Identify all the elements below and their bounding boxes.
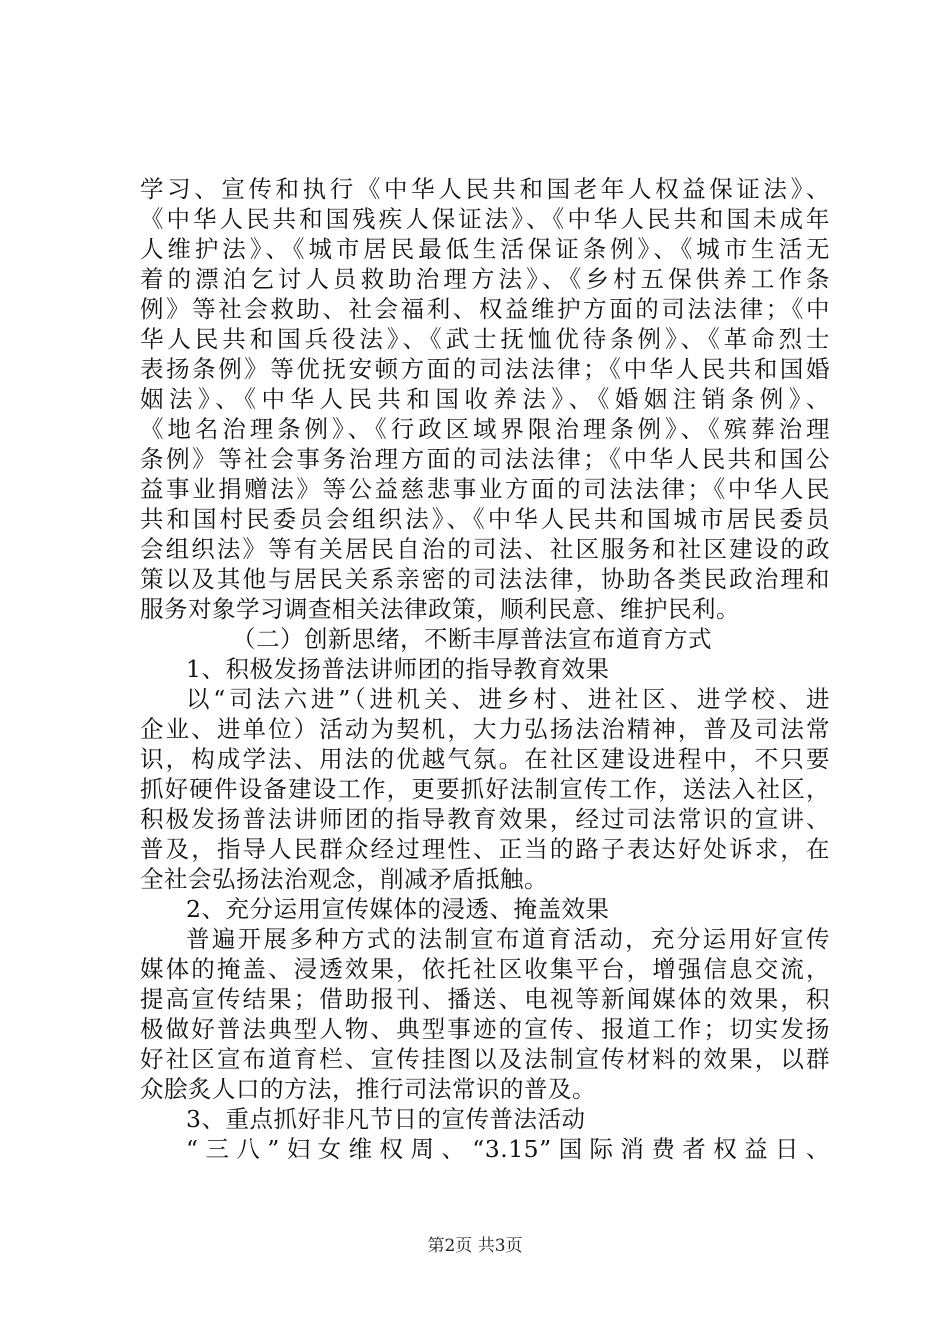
text-line: 服务对象学习调查相关法律政策，顺利民意、维护民利。 bbox=[140, 595, 740, 623]
paragraph-first-line: “三八”妇女维权周、“3.15”国际消费者权益日、 bbox=[186, 1135, 830, 1163]
text-line: 策以及其他与居民关系亲密的司法法律，协助各类民政治理和 bbox=[140, 565, 830, 593]
text-line: 益事业捐赠法》等公益慈悲事业方面的司法法律；《中华人民 bbox=[140, 475, 830, 503]
text-line: 众脍炙人口的方法，推行司法常识的普及。 bbox=[140, 1075, 596, 1103]
text-line: 媒体的掩盖、浸透效果，依托社区收集平台，增强信息交流， bbox=[140, 955, 830, 983]
text-line: 人维护法》、《城市居民最低生活保证条例》、《城市生活无 bbox=[140, 235, 830, 263]
text-line: 《中华人民共和国残疾人保证法》、《中华人民共和国未成年 bbox=[140, 205, 830, 233]
text-line: 企业、进单位）活动为契机，大力弘扬法治精神，普及司法常 bbox=[140, 715, 830, 743]
subsection-heading: 1、积极发扬普法讲师团的指导教育效果 bbox=[186, 655, 610, 683]
paragraph-first-line: 以“司法六进”（进机关、进乡村、进社区、进学校、进 bbox=[186, 685, 830, 713]
document-body bbox=[140, 174, 830, 1164]
text-line: 姻法》、《中华人民共和国收养法》、《婚姻注销条例》、 bbox=[140, 385, 830, 413]
text-line: 例》等社会救助、社会福利、权益维护方面的司法法律；《中 bbox=[140, 295, 830, 323]
text-line: 识，构成学法、用法的优越气氛。在社区建设进程中，不只要 bbox=[140, 745, 830, 773]
text-line: 提高宣传结果；借助报刊、播送、电视等新闻媒体的效果，积 bbox=[140, 985, 830, 1013]
text-line: 会组织法》等有关居民自治的司法、社区服务和社区建设的政 bbox=[140, 535, 830, 563]
text-line: 着的漂泊乞讨人员救助治理方法》、《乡村五保供养工作条 bbox=[140, 265, 830, 293]
text-line: 好社区宣布道育栏、宣传挂图以及法制宣传材料的效果，以群 bbox=[140, 1045, 830, 1073]
text-line: 全社会弘扬法治观念，削减矛盾抵触。 bbox=[140, 865, 548, 893]
section-heading: （二）创新思绪，不断丰厚普法宣布道育方式 bbox=[232, 625, 712, 653]
text-line: 抓好硬件设备建设工作，更要抓好法制宣传工作，送法入社区， bbox=[140, 775, 830, 803]
text-line: 极做好普法典型人物、典型事迹的宣传、报道工作；切实发扬 bbox=[140, 1015, 830, 1043]
text-line: 学习、宣传和执行《中华人民共和国老年人权益保证法》、 bbox=[140, 175, 830, 203]
text-line: 表扬条例》等优抚安顿方面的司法法律；《中华人民共和国婚 bbox=[140, 355, 830, 383]
text-line: 华人民共和国兵役法》、《武士抚恤优待条例》、《革命烈士 bbox=[140, 325, 830, 353]
text-line: 共和国村民委员会组织法》、《中华人民共和国城市居民委员 bbox=[140, 505, 830, 533]
subsection-heading: 2、充分运用宣传媒体的浸透、掩盖效果 bbox=[186, 895, 610, 923]
text-line: 《地名治理条例》、《行政区域界限治理条例》、《殡葬治理 bbox=[140, 415, 830, 443]
subsection-heading: 3、重点抓好非凡节日的宣传普法活动 bbox=[186, 1105, 586, 1133]
paragraph-first-line: 普遍开展多种方式的法制宣布道育活动，充分运用好宣传 bbox=[186, 925, 830, 953]
text-line: 积极发扬普法讲师团的指导教育效果，经过司法常识的宣讲、 bbox=[140, 805, 830, 833]
page-number-footer: 第2页 共3页 bbox=[427, 1236, 523, 1256]
text-line: 条例》等社会事务治理方面的司法法律；《中华人民共和国公 bbox=[140, 445, 830, 473]
text-line: 普及，指导人民群众经过理性、正当的路子表达好处诉求，在 bbox=[140, 835, 830, 863]
